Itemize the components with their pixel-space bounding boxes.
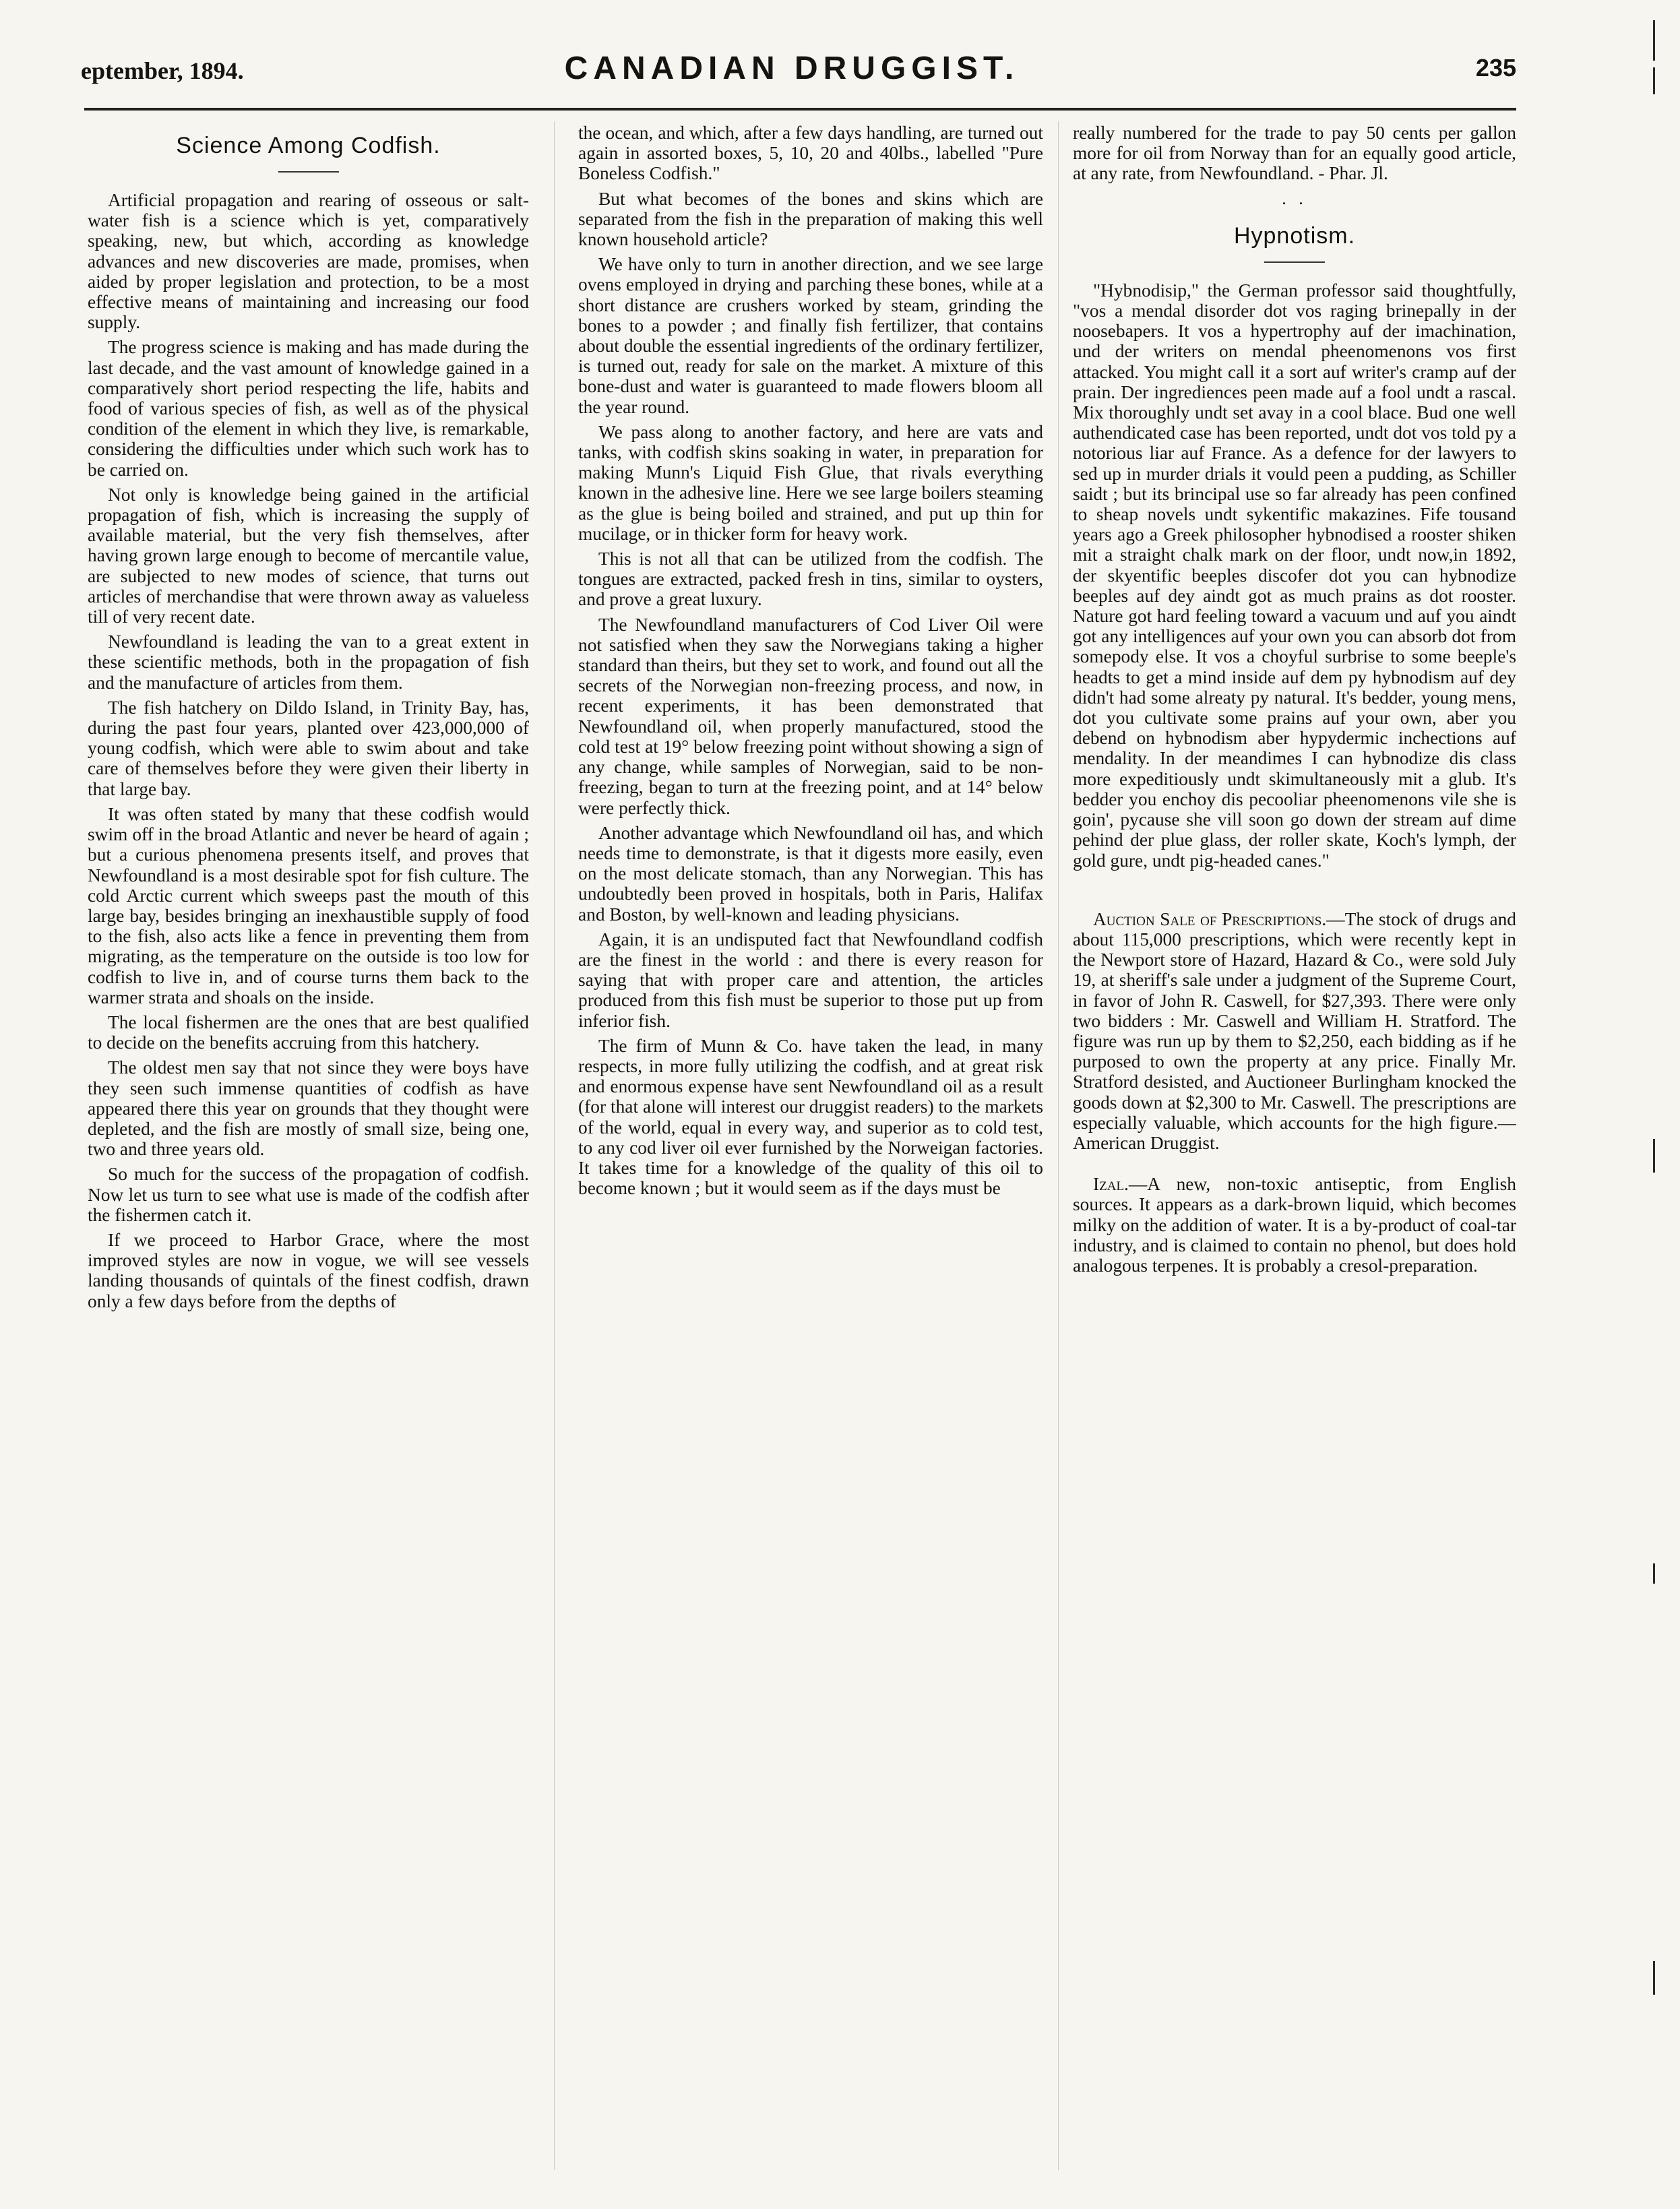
paragraph: It was often stated by many that these codfish would swim off in the broad Atlantic and never be heard of again ; but a curious phenomena presents itself, and proves that Newfoundland is a most desirable spot for fish culture. The cold Arctic current which sweeps past the mouth of this large bay, besides bringing an inexhaustible supply of food to the fish, also acts like a fence in preventing them from migrating, as the temperature on the outside is too low for codfish to live in, and of course turns them back to the warmer strata and shoals on the inside. bbox=[88, 803, 529, 1007]
binding-edge-marks bbox=[1646, 20, 1667, 2177]
paragraph: Another advantage which Newfoundland oil has, and which needs time to demonstrate, is that it digests more easily, even on the most delicate stomach, than any Norwegian. This has undoubtedly been proved in hospitals, both in Paris, Halifax and Boston, by well-known and leading physicians. bbox=[578, 822, 1043, 925]
page-number: 235 bbox=[1475, 54, 1516, 82]
paragraph: If we proceed to Harbor Grace, where the most improved styles are now in vogue, we will see vessels landing thousands of quintals of the finest codfish, drawn only a few days before from the depths of bbox=[88, 1229, 529, 1311]
column-3 bbox=[1073, 123, 1516, 2185]
column-divider bbox=[554, 121, 555, 2170]
article-title-codfish: Science Among Codfish. bbox=[176, 133, 441, 158]
paragraph: The oldest men say that not since they were boys have they seen such immense quantities of codfish as have appeared there this year on grounds that they thought were depleted, and the fish are mostly of small size, being one, two and three years old. bbox=[88, 1057, 529, 1160]
paragraph: The progress science is making and has made during the last decade, and the vast amount of knowledge gained in a comparatively short period respecting the life, habits and food of various species of fish, as well as of the physical condition of the element in which they live, is remarkable, considering the difficulties under which such work has to be carried on. bbox=[88, 337, 529, 480]
paragraph-izal bbox=[1073, 1174, 1516, 1276]
paragraph: The local fishermen are the ones that are best qualified to decide on the benefits accruing from this hatchery. bbox=[88, 1012, 529, 1053]
auction-title: Auction Sale of Prescriptions. bbox=[1093, 908, 1327, 929]
column-1 bbox=[88, 123, 529, 2185]
article-title-hypnotism: Hypnotism. bbox=[1233, 222, 1356, 249]
issue-date: eptember, 1894. bbox=[81, 57, 244, 84]
page-header bbox=[67, 47, 1516, 101]
paragraph: the ocean, and which, after a few days handling, are turned out again in assorted boxes, 5, 10, 20 and 40lbs., labelled "Pure Boneless Codfish." bbox=[578, 123, 1043, 184]
paragraph: Newfoundland is leading the van to a great extent in these scientific methods, both in the propagation of fish and the manufacture of articles from them. bbox=[88, 631, 529, 693]
column-2 bbox=[578, 123, 1043, 2185]
paragraph: This is not all that can be utilized from the codfish. The tongues are extracted, packed fresh in tins, similar to oysters, and prove a great luxury. bbox=[578, 549, 1043, 610]
paragraph: The firm of Munn & Co. have taken the lead, in many respects, in more fully utilizing the codfish, and at great risk and enormous expense have sent Newfoundland oil as a result (for that alone will interest our druggist readers) to the markets of the world, equal in every way, and superior as to cold test, to any cod liver oil ever furnished by the Norweigan factories. It takes time for a knowledge of the quality of this oil to become known ; but it would seem as if the days must be bbox=[578, 1035, 1043, 1199]
izal-body: —A new, non-toxic antiseptic, from English sources. It appears as a dark-brown liquid, which becomes milky on the addition of water. It is a by-product of coal-tar industry, and is claimed to contain no phenol, but does hold analogous terpenes. It is probably a cresol-preparation. bbox=[1073, 1174, 1516, 1276]
title-rule bbox=[1264, 261, 1325, 263]
paragraph: "Hybnodisip," the German professor said thoughtfully, "vos a mendal disorder dot vos raging brinepally in der noosebapers. It vos a hypertrophy auf der imachination, und der writers on mendal pheenomenons vos first attacked. You might call it a sort auf writer's cramp auf der prain. Der ingrediences peen made auf a fool undt a rascal. Mix thoroughly undt set avay in a cool blace. Bud one well authendicated case has been reported, undt dot vos told py a notorious liar auf France. As a defence for der lawyers to sed up in murder drials it vould peen a pudding, as Schiller saidt ; but its brincipal use so far already has peen confined to sheap novels undt sykentific makazines. Fife tousand years ago a Greek philosopher hybnodised a rooster shiken mit a straight chalk mark on der floor, undt now,in 1892, der skyentific beeples discofer dot you can hybnodize beeples auf dey aindt got as much prains as dot rooster. Nature got hard feeling toward a vacuum und auf you aindt got any intelligences auf your own you can absorb dot from somepody else. It vos a choyful surbrise to some beeple's headts to get a mind inside auf dem py hybnodism auf dey didn't had some alreaty py natural. It's bedder, young mens, dot you cultivate some prains auf your own, aber you debend on hybnodism aber hypydermic inchections auf mendality. In der meandimes I can hybnodize dis class more expeditiously undt skimultaneously mit a glub. It's bedder you enchoy dis pecooliar pheenomenons vile she is goin', pycause she vill soon go down der stream auf dime pehind der plue glass, der roller skate, Koch's lymph, der gold gure, undt pig-headed canes." bbox=[1073, 280, 1516, 871]
section-break bbox=[1073, 875, 1516, 909]
header-rule bbox=[84, 108, 1516, 111]
title-rule bbox=[278, 171, 339, 173]
paragraph: So much for the success of the propagation of codfish. Now let us turn to see what use is made of the codfish after the fishermen catch it. bbox=[88, 1164, 529, 1225]
paragraph: Again, it is an undisputed fact that Newfoundland codfish are the finest in the world : and there is every reason for saying that with proper care and attention, the articles produced from this fish must be superior to those put up from inferior fish. bbox=[578, 929, 1043, 1031]
separator-dots: . . bbox=[1282, 188, 1307, 208]
paragraph-auction bbox=[1073, 909, 1516, 1153]
paragraph: Not only is knowledge being gained in the artificial propagation of fish, which is increasing the supply of available material, but the very fish themselves, after having grown large enough to become of mercantile value, are subjected to new modes of science, that turns out articles of merchandise that were thrown away as valueless till of very recent date. bbox=[88, 484, 529, 627]
paragraph: The Newfoundland manufacturers of Cod Liver Oil were not satisfied when they saw the Norwegians taking a higher standard than theirs, but they set to work, and found out all the secrets of the Norwegian non-freezing process, and now, in recent experiments, it has been demonstrated that Newfoundland oil, when properly manufactured, stood the cold test at 19° below freezing point without showing a sign of any change, while samples of Norwegian, said to be non-freezing, began to turn at the freezing point, and at 14° below were perfectly thick. bbox=[578, 614, 1043, 818]
paragraph: But what becomes of the bones and skins which are separated from the fish in the preparation of making this well known household article? bbox=[578, 188, 1043, 250]
paragraph: We have only to turn in another direction, and we see large ovens employed in drying and parching these bones, while at a short distance are crushers worked by steam, grinding the bones to a powder ; and finally fish fertilizer, that contains about double the essential ingredients of the ordinary fertilizer, is turned out, ready for sale on the market. A mixture of this bone-dust and water is guaranteed to made flowers bloom all the year round. bbox=[578, 254, 1043, 417]
paragraph: really numbered for the trade to pay 50 cents per gallon more for oil from Norway than for an equally good article, at any rate, from Newfoundland. - Phar. Jl. bbox=[1073, 123, 1516, 184]
auction-body: —The stock of drugs and about 115,000 prescriptions, which were recently kept in the Newport store of Hazard, Hazard & Co., were sold July 19, at sheriff's sale under a judgment of the Supreme Court, in favor of John R. Caswell, for $27,393. There were only two bidders : Mr. Caswell and William H. Stratford. The figure was run up by them to $2,250, each bidding as if he purposed to own the property at any price. Finally Mr. Stratford desisted, and Auctioneer Burlingham knocked the goods down at $2,300 to Mr. Caswell. The prescriptions are especially valuable, which accounts for the high figure.—American Druggist. bbox=[1073, 908, 1516, 1153]
paragraph: The fish hatchery on Dildo Island, in Trinity Bay, has, during the past four years, planted over 423,000,000 of young codfish, which were able to swim about and take care of themselves before they were given their liberty in that large bay. bbox=[88, 697, 529, 799]
paragraph: Artificial propagation and rearing of osseous or salt-water fish is a science which is yet, comparatively speaking, new, but which, according as knowledge advances and new discoveries are made, promises, when aided by proper legislation and protection, to be a most effective means of maintaining and increasing our food supply. bbox=[88, 190, 529, 333]
izal-title: Izal. bbox=[1093, 1174, 1129, 1195]
column-divider bbox=[1058, 121, 1059, 2170]
journal-title: CANADIAN DRUGGIST. bbox=[564, 51, 1020, 86]
paragraph: We pass along to another factory, and here are vats and tanks, with codfish skins soaking in water, in preparation for making Munn's Liquid Fish Glue, that rivals everything known in the adhesive line. Here we see large boilers steaming as the glue is being boiled and strained, and put up thin for mucilage, or in thicker form for heavy work. bbox=[578, 421, 1043, 544]
